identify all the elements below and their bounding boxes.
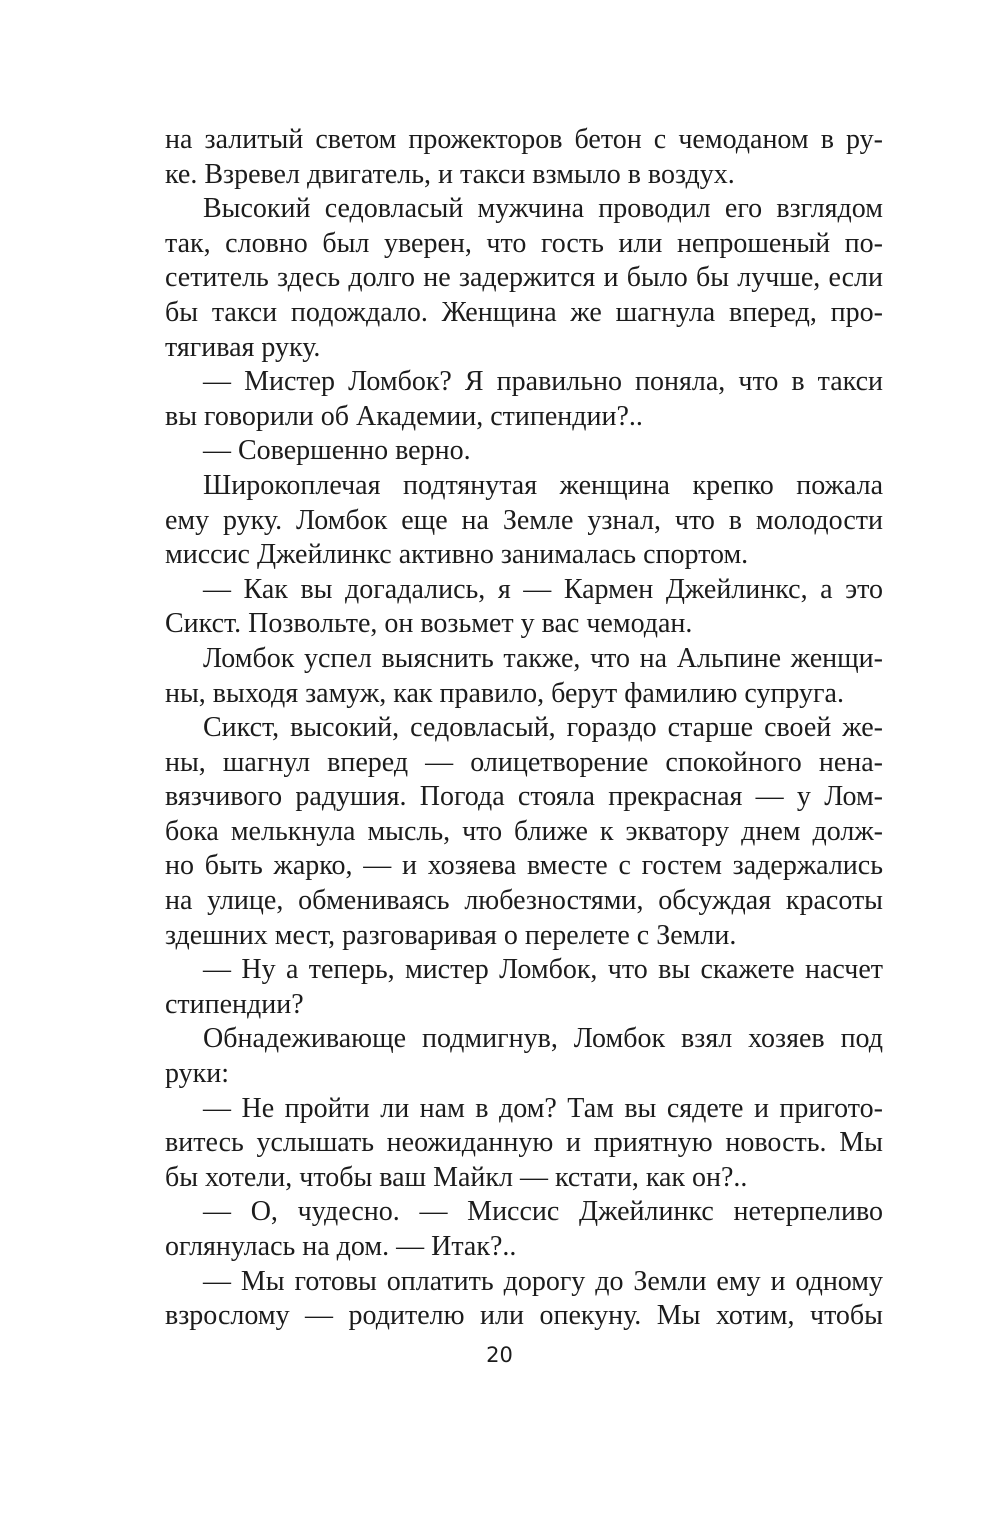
text-line: — Ну а теперь, мистер Ломбок, что вы скажете насчет xyxy=(203,954,883,986)
text-line: Обнадеживающе подмигнув, Ломбок взял хозяев под xyxy=(203,1023,883,1055)
page-number: 20 xyxy=(486,1343,513,1367)
text-line: ны, выходя замуж, как правило, берут фамилию супруга. xyxy=(165,677,844,709)
text-line: миссис Джейлинкс активно занималась спортом. xyxy=(165,539,749,571)
text-line: — Не пройти ли нам в дом? Там вы сядете и пригото- xyxy=(203,1092,883,1124)
body-text xyxy=(165,123,883,1334)
text-line: на улице, обмениваясь любезностями, обсуждая красоты xyxy=(165,885,883,917)
text-line: здешних мест, разговаривая о перелете с Земли. xyxy=(165,919,737,951)
text-line: тягивая руку. xyxy=(165,331,321,363)
text-line: бы такси подождало. Женщина же шагнула вперед, про- xyxy=(165,296,883,328)
text-line: — Мистер Ломбок? Я правильно поняла, что в такси xyxy=(203,366,883,398)
text-line: но быть жарко, — и хозяева вместе с гостем задержались xyxy=(165,850,883,882)
text-line: витесь услышать неожиданную и приятную новость. Мы xyxy=(165,1127,883,1159)
text-line: ны, шагнул вперед — олицетворение спокойного нена- xyxy=(165,746,883,778)
text-line: — Совершенно верно. xyxy=(203,435,471,467)
text-line: руки: xyxy=(165,1058,229,1090)
text-line: стипендии? xyxy=(165,988,304,1020)
text-line: вы говорили об Академии, стипендии?.. xyxy=(165,400,643,432)
text-line: оглянулась на дом. — Итак?.. xyxy=(165,1231,517,1262)
text-line: — Как вы догадались, я — Кармен Джейлинкс, а это xyxy=(203,573,883,605)
text-line: сетитель здесь долго не задержится и было бы лучше, если xyxy=(165,262,883,294)
text-line: вязчивого радушия. Погода стояла прекрасная — у Лом- xyxy=(165,781,883,813)
text-line: — Мы готовы оплатить дорогу до Земли ему и одному xyxy=(203,1265,883,1297)
text-line: Высокий седовласый мужчина проводил его взглядом xyxy=(203,193,883,225)
text-line: взрослому — родителю или опекуну. Мы хотим, чтобы xyxy=(165,1300,883,1332)
text-line: бока мелькнула мысль, что ближе к экватору днем долж- xyxy=(165,815,883,847)
text-line: Сикст. Позвольте, он возьмет у вас чемодан. xyxy=(165,608,693,640)
text-line: Сикст, высокий, седовласый, гораздо старше своей же- xyxy=(203,712,883,744)
text-line: Широкоплечая подтянутая женщина крепко пожала xyxy=(203,469,883,501)
text-line: ке. Взревел двигатель, и такси взмыло в воздух. xyxy=(165,158,735,190)
text-line: так, словно был уверен, что гость или непрошеный по- xyxy=(165,227,883,259)
text-line: ему руку. Ломбок еще на Земле узнал, что в молодости xyxy=(165,504,883,536)
text-line: — О, чудесно. — Миссис Джейлинкс нетерпеливо xyxy=(203,1196,883,1228)
text-line: бы хотели, чтобы ваш Майкл — кстати, как он?.. xyxy=(165,1161,748,1193)
text-line: на залитый светом прожекторов бетон с чемоданом в ру- xyxy=(165,124,883,155)
text-line: Ломбок успел выяснить также, что на Альпине женщи- xyxy=(203,642,883,674)
